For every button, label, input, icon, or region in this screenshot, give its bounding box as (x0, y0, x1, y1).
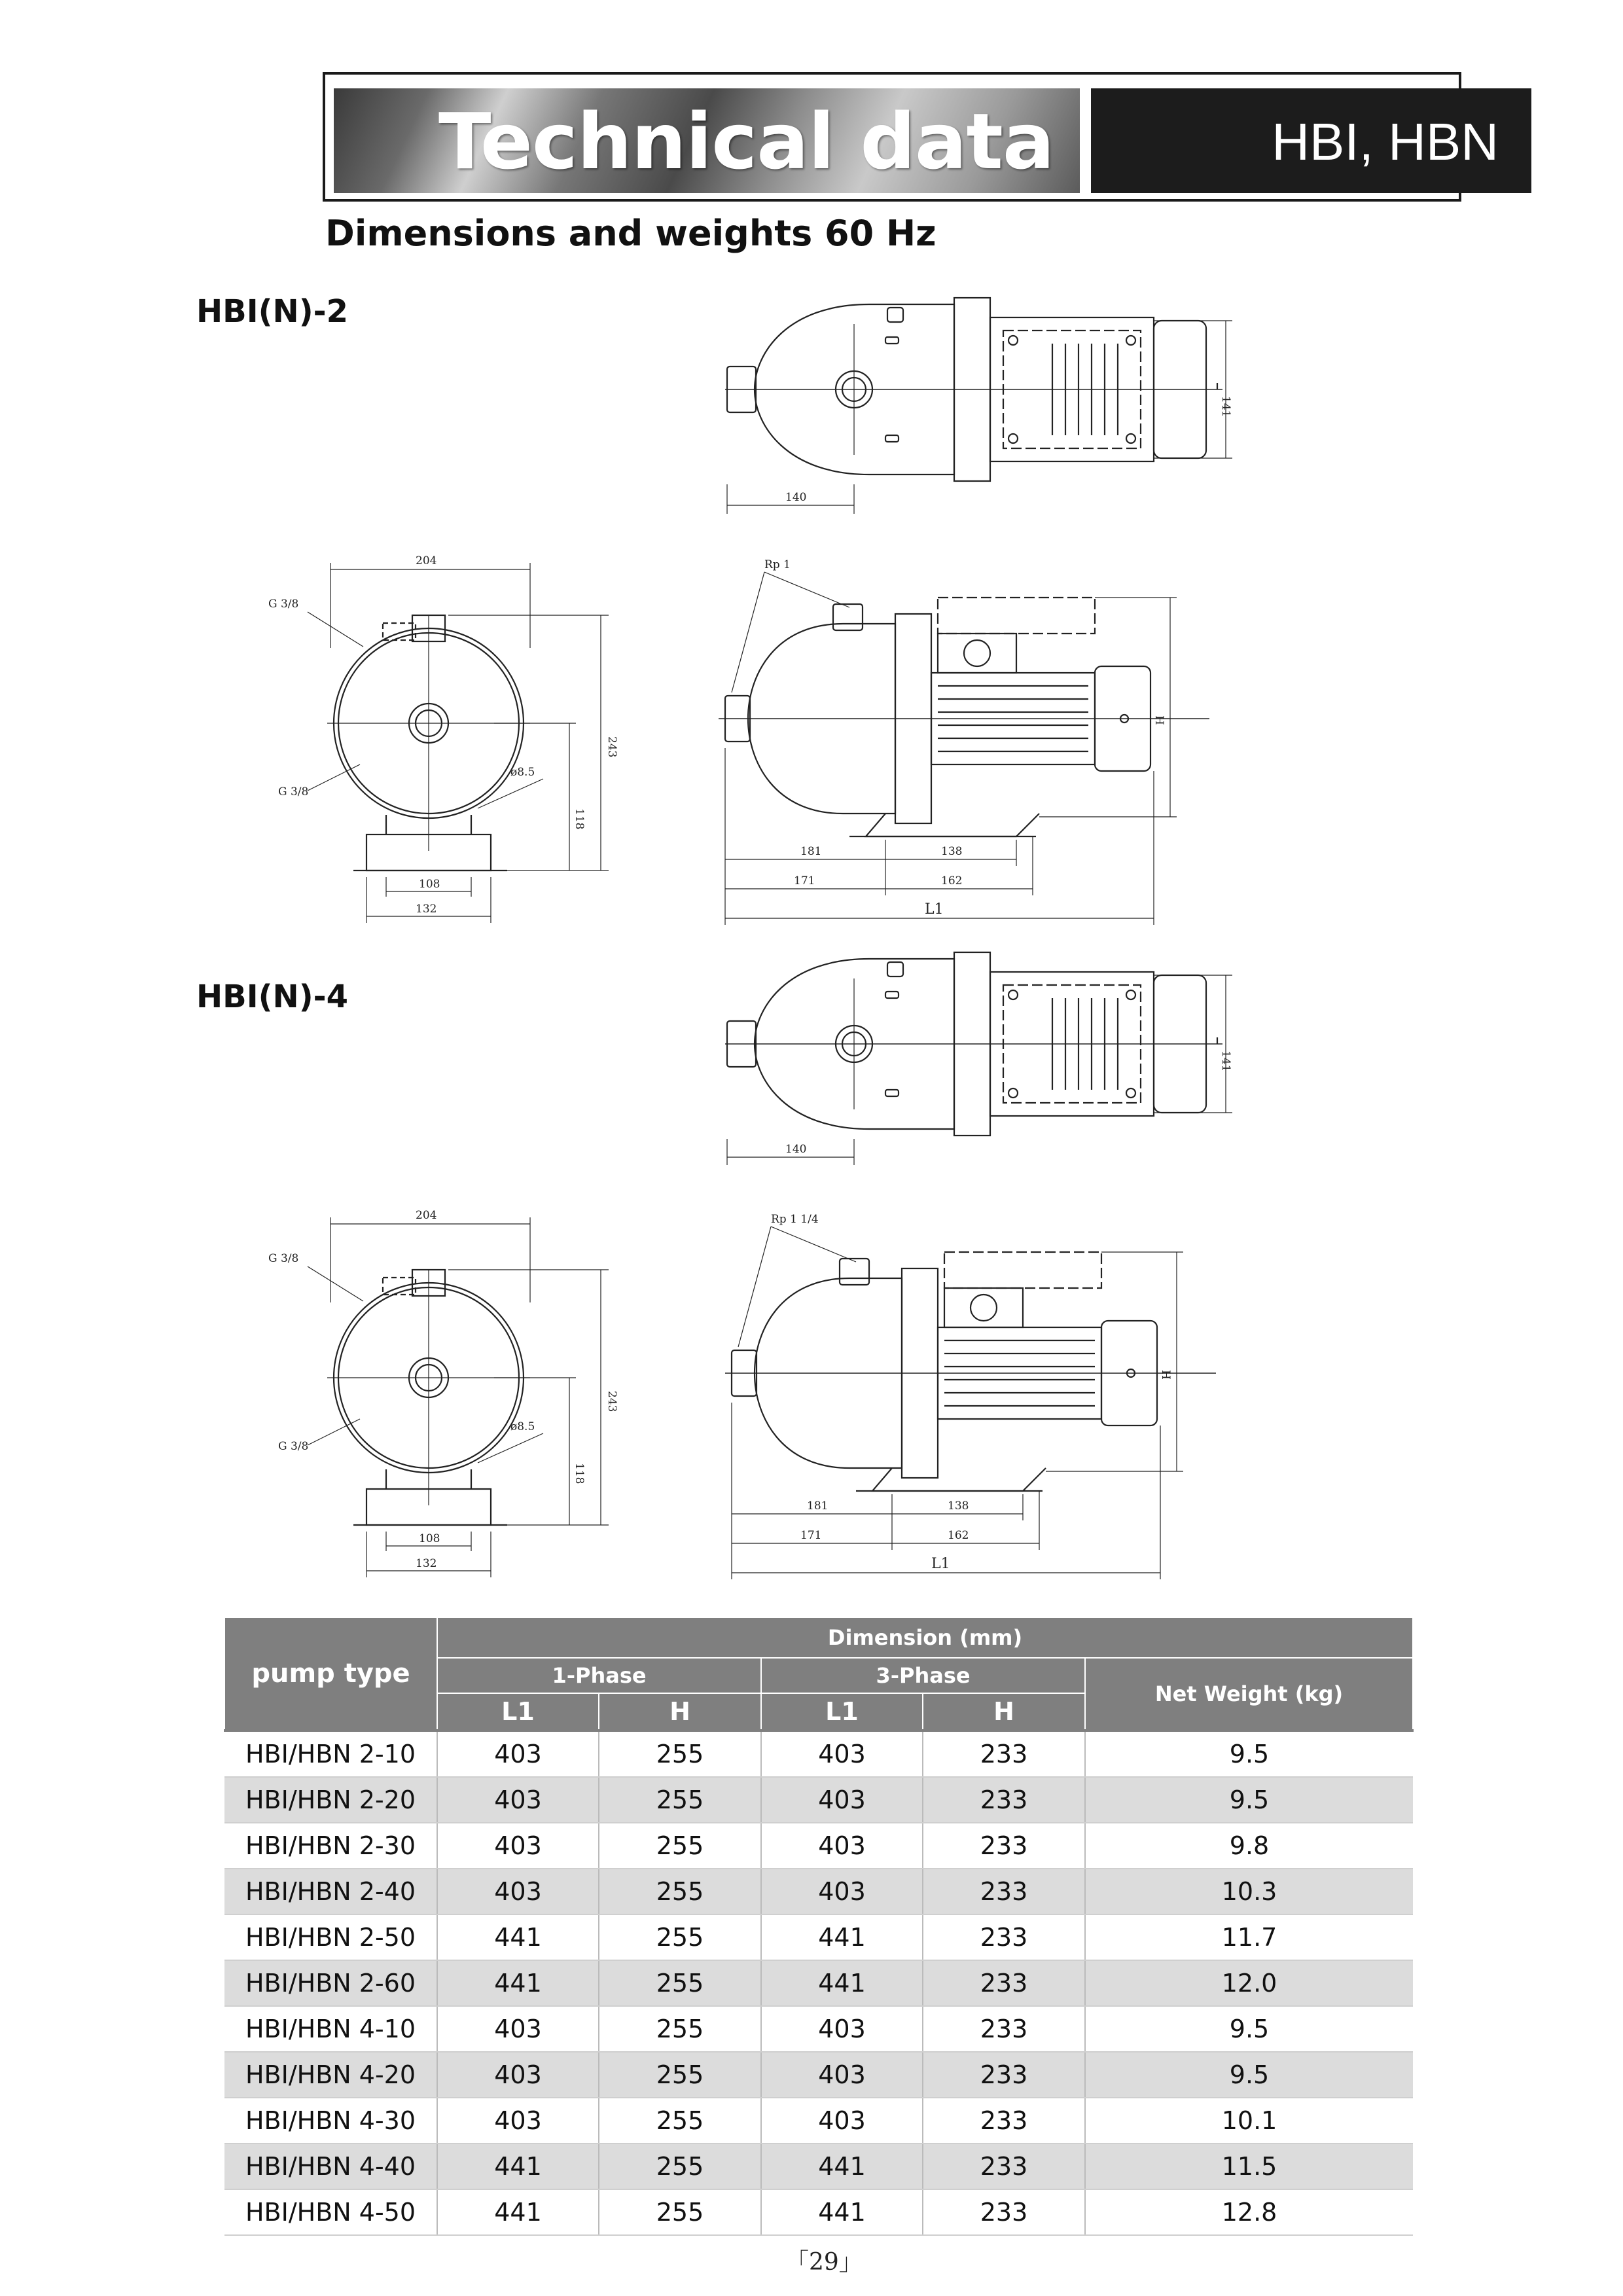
h-1phase-cell: 255 (599, 2052, 761, 2098)
svg-text:G 3/8: G 3/8 (278, 785, 309, 798)
svg-text:L1: L1 (925, 901, 944, 918)
l1-3phase-cell: 403 (761, 2098, 923, 2144)
svg-text:108: 108 (419, 1532, 440, 1545)
l1-1phase-cell: 441 (437, 1914, 599, 1960)
svg-text:138: 138 (941, 845, 963, 858)
weight-cell: 12.0 (1085, 1960, 1413, 2006)
l1-3phase-cell: 403 (761, 1869, 923, 1914)
h-3phase-cell: 233 (923, 2098, 1085, 2144)
pump-type-cell: HBI/HBN 2-60 (224, 1960, 437, 2006)
l1-3phase-cell: 441 (761, 2189, 923, 2235)
h-1phase-cell: 255 (599, 2144, 761, 2189)
l1-1phase-cell: 403 (437, 2052, 599, 2098)
weight-cell: 10.1 (1085, 2098, 1413, 2144)
pump-type-cell: HBI/HBN 2-20 (224, 1777, 437, 1823)
svg-text:141: 141 (1219, 1050, 1232, 1072)
table-row (224, 2189, 1413, 2235)
h-1phase-cell: 255 (599, 2006, 761, 2052)
phase3-h-header: H (923, 1693, 1085, 1731)
l1-1phase-cell: 403 (437, 1823, 599, 1869)
phase1-h-header: H (599, 1693, 761, 1731)
page-title: Technical data (438, 96, 1054, 187)
l1-1phase-cell: 403 (437, 1777, 599, 1823)
l1-1phase-cell: 441 (437, 2144, 599, 2189)
svg-text:141: 141 (1219, 396, 1232, 418)
svg-text:204: 204 (416, 1209, 437, 1222)
svg-text:243: 243 (605, 1391, 618, 1412)
section-subtitle: Dimensions and weights 60 Hz (325, 213, 936, 254)
svg-text:Rp 1: Rp 1 (764, 558, 791, 571)
h-1phase-cell: 255 (599, 2098, 761, 2144)
h-1phase-cell: 255 (599, 1731, 761, 1777)
svg-text:162: 162 (948, 1529, 969, 1542)
pump-type-cell: HBI/HBN 2-40 (224, 1869, 437, 1914)
l1-3phase-cell: 441 (761, 1914, 923, 1960)
l1-1phase-cell: 403 (437, 2098, 599, 2144)
h-3phase-cell: 233 (923, 2144, 1085, 2189)
table-row (224, 1914, 1413, 1960)
h-3phase-cell: 233 (923, 1731, 1085, 1777)
table-row (224, 1777, 1413, 1823)
l1-3phase-cell: 441 (761, 1960, 923, 2006)
svg-text:181: 181 (800, 845, 822, 858)
table-row (224, 2098, 1413, 2144)
svg-text:140: 140 (785, 491, 807, 504)
svg-text:G 3/8: G 3/8 (278, 1440, 309, 1453)
svg-text:171: 171 (800, 1529, 822, 1542)
svg-text:L1: L1 (931, 1556, 950, 1572)
dimension-header: Dimension (mm) (437, 1617, 1413, 1658)
svg-text:204: 204 (416, 554, 437, 567)
h-3phase-cell: 233 (923, 1823, 1085, 1869)
phase3-l1-header: L1 (761, 1693, 923, 1731)
weight-cell: 9.8 (1085, 1823, 1413, 1869)
h-1phase-cell: 255 (599, 2189, 761, 2235)
table-row (224, 1823, 1413, 1869)
pump-type-cell: HBI/HBN 4-30 (224, 2098, 437, 2144)
weight-cell: 11.7 (1085, 1914, 1413, 1960)
l1-3phase-cell: 403 (761, 1823, 923, 1869)
svg-text:H: H (1152, 715, 1166, 725)
net-weight-header: Net Weight (kg) (1085, 1658, 1413, 1731)
h-3phase-cell: 233 (923, 1960, 1085, 2006)
l1-3phase-cell: 403 (761, 2052, 923, 2098)
table-row (224, 1960, 1413, 2006)
svg-text:Rp 1 1/4: Rp 1 1/4 (771, 1213, 819, 1226)
svg-text:132: 132 (416, 1557, 437, 1570)
h-1phase-cell: 255 (599, 1960, 761, 2006)
l1-1phase-cell: 403 (437, 2006, 599, 2052)
svg-text:118: 118 (573, 808, 586, 830)
svg-text:108: 108 (419, 878, 440, 891)
weight-cell: 11.5 (1085, 2144, 1413, 2189)
weight-cell: 9.5 (1085, 1777, 1413, 1823)
h-1phase-cell: 255 (599, 1869, 761, 1914)
l1-3phase-cell: 441 (761, 2144, 923, 2189)
table-row (224, 1869, 1413, 1914)
svg-text:ø8.5: ø8.5 (510, 1420, 535, 1433)
weight-cell: 12.8 (1085, 2189, 1413, 2235)
table-row (224, 1731, 1413, 1777)
dimensions-weights-table (224, 1617, 1414, 2236)
l1-1phase-cell: 403 (437, 1869, 599, 1914)
product-code: HBI, HBN (1272, 113, 1499, 171)
table-row (224, 2052, 1413, 2098)
pump-type-header: pump type (224, 1617, 437, 1731)
svg-text:138: 138 (948, 1499, 969, 1513)
pump-type-cell: HBI/HBN 2-10 (224, 1731, 437, 1777)
h-3phase-cell: 233 (923, 1777, 1085, 1823)
table-row (224, 2006, 1413, 2052)
pump-type-cell: HBI/HBN 2-30 (224, 1823, 437, 1869)
h-3phase-cell: 233 (923, 2052, 1085, 2098)
svg-text:243: 243 (605, 736, 618, 758)
weight-cell: 9.5 (1085, 2052, 1413, 2098)
l1-1phase-cell: 403 (437, 1731, 599, 1777)
svg-text:171: 171 (794, 874, 815, 888)
svg-text:118: 118 (573, 1463, 586, 1484)
phase1-l1-header: L1 (437, 1693, 599, 1731)
svg-text:H: H (1159, 1370, 1172, 1380)
weight-cell: 9.5 (1085, 2006, 1413, 2052)
phase3-header: 3-Phase (761, 1658, 1085, 1693)
model-label-hbi-4: HBI(N)-4 (196, 978, 348, 1015)
svg-text:132: 132 (416, 903, 437, 916)
h-3phase-cell: 233 (923, 1869, 1085, 1914)
l1-3phase-cell: 403 (761, 2006, 923, 2052)
l1-3phase-cell: 403 (761, 1731, 923, 1777)
h-1phase-cell: 255 (599, 1777, 761, 1823)
h-1phase-cell: 255 (599, 1914, 761, 1960)
svg-text:181: 181 (807, 1499, 829, 1513)
pump-type-cell: HBI/HBN 4-20 (224, 2052, 437, 2098)
weight-cell: 10.3 (1085, 1869, 1413, 1914)
svg-text:ø8.5: ø8.5 (510, 766, 535, 779)
pump-type-cell: HBI/HBN 4-40 (224, 2144, 437, 2189)
phase1-header: 1-Phase (437, 1658, 761, 1693)
svg-text:162: 162 (941, 874, 963, 888)
svg-text:G 3/8: G 3/8 (268, 1252, 299, 1265)
weight-cell: 9.5 (1085, 1731, 1413, 1777)
h-3phase-cell: 233 (923, 2006, 1085, 2052)
l1-3phase-cell: 403 (761, 1777, 923, 1823)
table-row (224, 2144, 1413, 2189)
pump-type-cell: HBI/HBN 2-50 (224, 1914, 437, 1960)
h-1phase-cell: 255 (599, 1823, 761, 1869)
l1-1phase-cell: 441 (437, 1960, 599, 2006)
l1-1phase-cell: 441 (437, 2189, 599, 2235)
h-3phase-cell: 233 (923, 2189, 1085, 2235)
pump-type-cell: HBI/HBN 4-10 (224, 2006, 437, 2052)
pump-type-cell: HBI/HBN 4-50 (224, 2189, 437, 2235)
model-label-hbi-2: HBI(N)-2 (196, 293, 348, 330)
svg-text:140: 140 (785, 1143, 807, 1156)
svg-text:G 3/8: G 3/8 (268, 598, 299, 611)
page-number: 「29」 (785, 2249, 863, 2276)
h-3phase-cell: 233 (923, 1914, 1085, 1960)
